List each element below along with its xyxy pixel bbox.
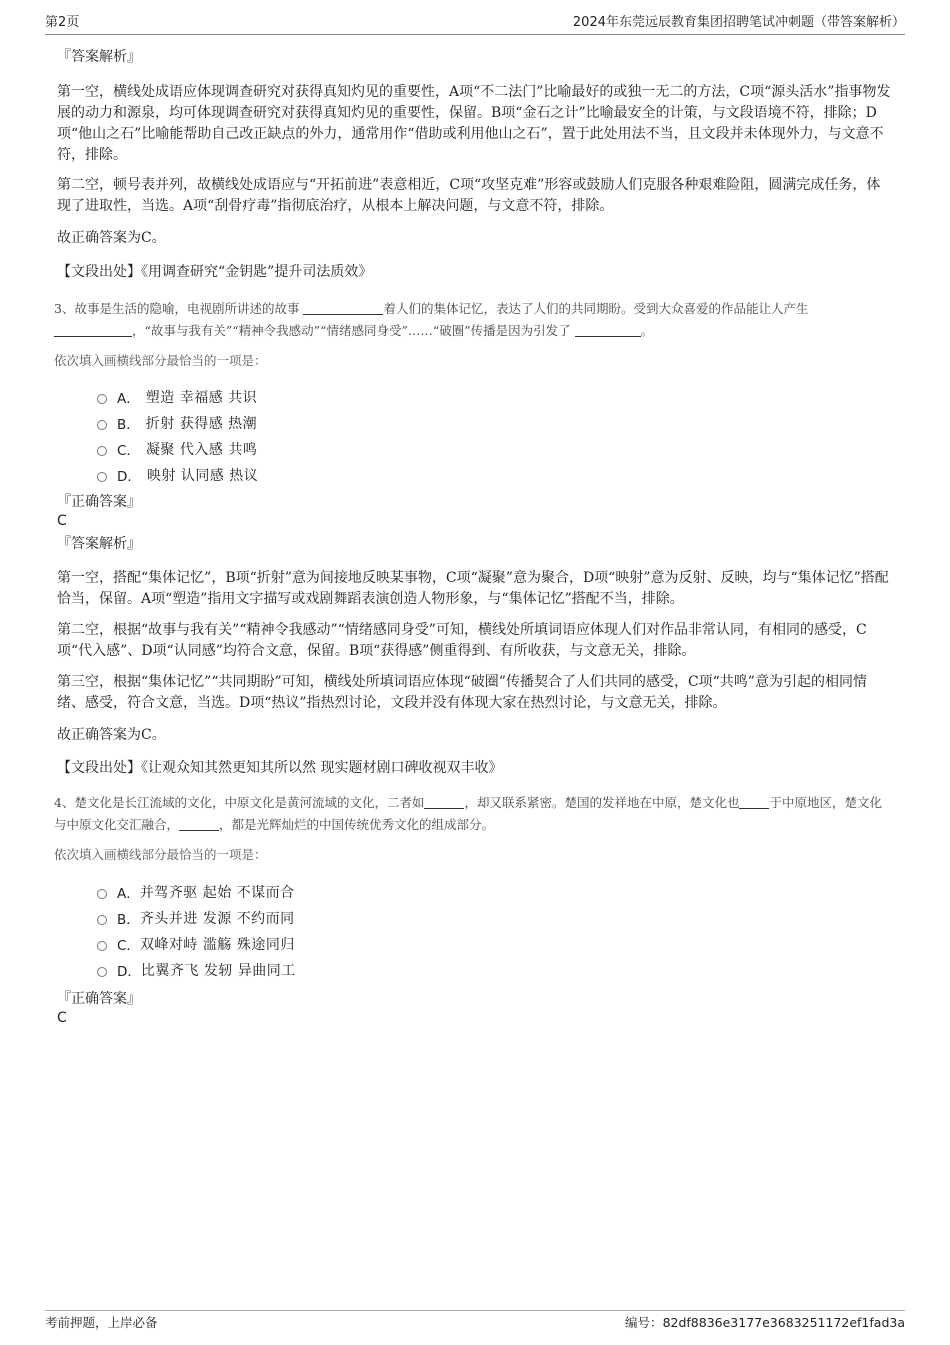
option-b[interactable]: B． 齐头并进 发源 不约而同 — [97, 905, 892, 931]
question-3-options — [97, 384, 892, 488]
analysis-paragraph: 第一空，横线处成语应体现调查研究对获得真知灼见的重要性，A项“不二法门”比喻最好的或独一无二的方法，C项“源头活水”指事物发展的动力和源泉，均可体现调查研究对获得真知灼见的重要性，保留。B项“金石之计”比喻最安全的计策，与文段语境不符，排除；D项“他山之石”比喻能帮助自己改正缺点的外力，通常用作“借助或利用他山之石”，置于此处用法不当，且文段并未体现外力，与文意不符，排除。 — [57, 84, 891, 163]
page-number: 第2页 — [45, 15, 80, 30]
answer-conclusion: 故正确答案为C。 — [57, 727, 166, 743]
radio-circle-icon[interactable] — [97, 967, 107, 977]
fill-blank — [575, 322, 641, 337]
correct-answer-label: 『正确答案』 — [57, 991, 141, 1007]
fill-blank — [54, 322, 132, 337]
analysis-label: 『答案解析』 — [57, 536, 141, 552]
correct-answer-label: 『正确答案』 — [57, 494, 141, 510]
fill-blank — [179, 816, 219, 831]
option-d[interactable]: D． 比翼齐飞 发轫 异曲同工 — [97, 957, 892, 983]
document-code: 编号：82df8836e3177e3683251172ef1fad3a — [625, 1315, 905, 1330]
radio-circle-icon[interactable] — [97, 394, 107, 404]
fill-blank — [303, 300, 383, 315]
analysis-paragraph: 第二空，根据“故事与我有关”“精神令我感动”“情绪感同身受”可知，横线处所填词语应体现人们对作品非常认同，有相同的感受，C项“代入感”、D项“认同感”均符合文意，保留。B项“获得感”侧重得到、有所收获，与文意无关，排除。 — [57, 622, 867, 659]
answer-conclusion: 故正确答案为C。 — [57, 230, 166, 246]
option-b[interactable]: B． 折射 获得感 热潮 — [97, 410, 892, 436]
document-title: 2024年东莞远辰教育集团招聘笔试冲刺题（带答案解析） — [572, 15, 905, 30]
radio-circle-icon[interactable] — [97, 941, 107, 951]
fill-blank — [739, 794, 769, 809]
radio-circle-icon[interactable] — [97, 915, 107, 925]
footer-slogan: 考前押题，上岸必备 — [45, 1315, 158, 1330]
radio-circle-icon[interactable] — [97, 420, 107, 430]
option-c[interactable]: C． 双峰对峙 滥觞 殊途同归 — [97, 931, 892, 957]
option-a[interactable]: A． 并驾齐驱 起始 不谋而合 — [97, 879, 892, 905]
fill-blank — [424, 794, 464, 809]
page-header — [45, 14, 905, 35]
correct-answer: C — [57, 1010, 67, 1026]
source-citation: 【文段出处】《让观众知其然更知其所以然 现实题材剧口碑收视双丰收》 — [57, 760, 503, 776]
question-prompt: 依次填入画横线部分最恰当的一项是： — [54, 847, 267, 862]
page-footer — [45, 1310, 905, 1333]
analysis-paragraph: 第二空，顿号表并列，故横线处成语应与“开拓前进”表意相近，C项“攻坚克难”形容或鼓励人们克服各种艰难险阻，圆满完成任务，体现了进取性，当选。A项“刮骨疗毒”指彻底治疗，从根本上解决问题，与文意不符，排除。 — [57, 177, 881, 214]
question-4-stem: 4、楚文化是长江流域的文化，中原文化是黄河流域的文化，二者如 ，却又联系紧密。楚国的发祥地在中原，楚文化也 于中原地区，楚文化与中原文化交汇融合， ，都是光辉灿烂的中国传统优秀文化的组成部分。 — [54, 795, 882, 832]
page-content — [54, 44, 892, 1027]
option-a[interactable]: A． 塑造 幸福感 共识 — [97, 384, 892, 410]
radio-circle-icon[interactable] — [97, 446, 107, 456]
radio-circle-icon[interactable] — [97, 889, 107, 899]
question-3-stem: 3、故事是生活的隐喻，电视剧所讲述的故事 着人们的集体记忆，表达了人们的共同期盼。受到大众喜爱的作品能让人产生 ，“故事与我有关”“精神令我感动”“情绪感同身受”……“破圈”传播是因为引发了 。 — [54, 301, 809, 338]
question-prompt: 依次填入画横线部分最恰当的一项是： — [54, 353, 267, 368]
source-citation: 【文段出处】《用调查研究“金钥匙”提升司法质效》 — [57, 264, 373, 280]
option-c[interactable]: C． 凝聚 代入感 共鸣 — [97, 436, 892, 462]
radio-circle-icon[interactable] — [97, 472, 107, 482]
analysis-paragraph: 第一空，搭配“集体记忆”，B项“折射”意为间接地反映某事物，C项“凝聚”意为聚合，D项“映射”意为反射、反映，均与“集体记忆”搭配恰当，保留。A项“塑造”指用文字描写或戏剧舞蹈表演创造人物形象，与“集体记忆”搭配不当，排除。 — [57, 570, 889, 607]
analysis-paragraph: 第三空，根据“集体记忆”“共同期盼”可知，横线处所填词语应体现“破圈”传播契合了人们共同的感受，C项“共鸣”意为引起的相同情绪、感受，符合文意，当选。D项“热议”指热烈讨论，文段并没有体现大家在热烈讨论，与文意无关，排除。 — [57, 674, 867, 711]
question-4-options — [97, 879, 892, 983]
correct-answer: C — [57, 513, 67, 529]
option-d[interactable]: D． 映射 认同感 热议 — [97, 462, 892, 488]
analysis-label: 『答案解析』 — [57, 49, 141, 65]
